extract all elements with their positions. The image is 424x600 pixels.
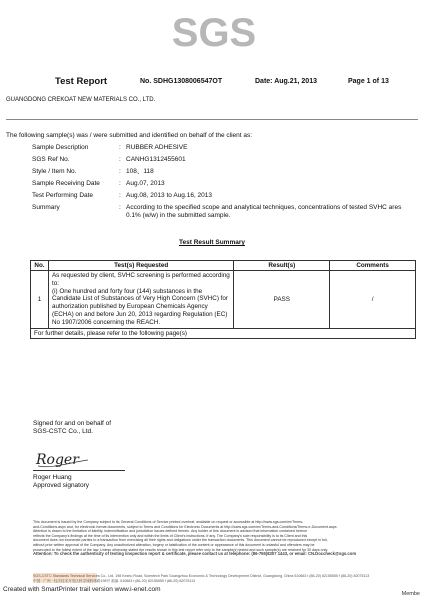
page-number: Page 1 of 13 <box>348 78 389 85</box>
header-results: Result(s) <box>234 261 330 271</box>
fine-print-line: and-Conditions.aspx and, for electronic format documents, subject to Terms and Conditions for Electronic Documents at http://www.sgs.com/en/Terms-and-Conditions/Terms-e-Document.aspx. <box>33 524 338 529</box>
header-no: No. <box>31 261 49 271</box>
field-colon: : <box>119 192 121 199</box>
created-with-text: Created with SmartPrinter trail version www.i-enet.com <box>3 586 161 593</box>
field-colon: : <box>119 144 121 151</box>
report-header <box>0 77 424 89</box>
sgs-logo-text: SGS <box>172 11 256 52</box>
client-name: GUANGDONG CREKOAT NEW MATERIALS CO., LTD. <box>6 97 156 103</box>
signature-line <box>33 470 125 471</box>
report-number: No. SDHG1308006547OT <box>140 78 223 85</box>
field-colon: : <box>119 168 121 175</box>
header-comments: Comments <box>330 261 416 271</box>
fine-print-line: document does not exonerate parties to a transaction from exercising all their rights and obligations under the transaction documents. This document cannot be reproduced except in full, <box>33 538 328 543</box>
header-tests-requested: Test(s) Requested <box>48 261 233 271</box>
field-label: Test Performing Date <box>32 192 94 199</box>
field-value: CANHG1312455601 <box>126 156 186 163</box>
field-value: Aug.08, 2013 to Aug.16, 2013 <box>126 192 213 199</box>
table-footer-note: For further details, please refer to the following page(s) <box>31 328 416 338</box>
field-receiving-date <box>32 180 412 192</box>
table-footer-row <box>31 328 416 338</box>
sgs-logo <box>172 8 256 52</box>
test-result-summary-title: Test Result Summary <box>179 239 245 246</box>
report-title: Test Report <box>55 76 108 87</box>
report-date: Date: Aug.21, 2013 <box>255 78 317 85</box>
cell-test-requested: As requested by client, SVHC screening is performed according to: (i) One hundred and forty four (144) substances in the Candidate List of Substances of Very High Concern (SVHC) for authorization published by European Chemicals Agency (ECHA) on and before Jun 20, 2013 regarding Regulation (EC) No 1907/2006 concerning the REACH. <box>48 271 233 329</box>
field-label: SGS Ref No. <box>32 156 70 163</box>
signed-company: SGS-CSTC Co., Ltd. <box>33 428 93 435</box>
signed-for-text: Signed for and on behalf of <box>33 420 112 427</box>
field-label: Summary <box>32 204 60 211</box>
field-value: According to the specified scope and analytical techniques, concentrations of tested SVHC ares 0.1% (w/w) in the submitted sample. <box>126 204 402 219</box>
address-line: SGS-CSTC Standards Technical Services Co., Ltd. 198 Kezhu Road, Scientech Park Guangzhou Economic & Technology Development District, Guangdong, China 510663 t (86-20) 82155555 f (86-20) 82075113 <box>33 574 370 578</box>
fine-print-line: Attention is drawn to the limitation of liability, indemnification and jurisdiction issues defined therein. Any holder of this document is advised that information contained hereon <box>33 529 308 534</box>
field-performing-date <box>32 192 412 204</box>
field-colon: : <box>119 204 121 211</box>
member-text: Membe <box>401 591 420 597</box>
table-row <box>31 271 416 329</box>
divider <box>6 119 418 120</box>
authenticity-notice: Attention: To check the authenticity of testing /inspection report & certificate, please contact us at telephone: (86-755)8307 1443, or email: CN.Doccheck@sgs.com <box>33 551 357 557</box>
field-style-item <box>32 168 412 180</box>
field-sgs-ref <box>32 156 412 168</box>
field-label: Sample Receiving Date <box>32 180 100 187</box>
sample-fields <box>32 144 412 224</box>
fine-print-line: This document is issued by the Company subject to its General Conditions of Service printed overleaf, available on request or accessible at http://www.sgs.com/en/Terms- <box>33 520 304 524</box>
fine-print-line: reflects the Company's findings at the time of its intervention only and within the limits of Client's instructions, if any. The Company's sole responsibility is to its Client and this <box>33 533 308 538</box>
svg-text:Roger: Roger <box>36 452 79 468</box>
signed-block <box>33 420 111 436</box>
field-sample-description <box>32 144 412 156</box>
address-line: 中国 · 广州 · 经济技术开发区科学城科珠路198号 邮编: 510663 t (86-20) 82155555 f (86-20) 82075113 <box>33 578 196 583</box>
table-header-row <box>31 261 416 271</box>
signer-title: Approved signatory <box>33 482 90 489</box>
result-table <box>30 260 416 339</box>
fine-print-line: without prior written approval of the Company. Any unauthorized alteration, forgery or falsification of the content or appearance of this document is unlawful and offenders may be <box>33 542 315 547</box>
handwritten-signature <box>34 446 94 470</box>
field-colon: : <box>119 156 121 163</box>
intro-text: The following sample(s) was / were submitted and identified on behalf of the client as: <box>6 132 253 139</box>
cell-comments: / <box>330 271 416 329</box>
cell-result: PASS <box>234 271 330 329</box>
field-value: 108、118 <box>126 168 154 175</box>
address-block <box>33 574 419 583</box>
cell-no: 1 <box>31 271 49 329</box>
fine-print-line: prosecuted to the fullest extent of the law. Unless otherwise stated the results shown in this test report refer only to the sample(s) tested and such sample(s) are retained for 30 days only. <box>33 547 328 552</box>
field-label: Sample Description <box>32 144 89 151</box>
field-value: RUBBER ADHESIVE <box>126 144 188 151</box>
field-value: Aug.07, 2013 <box>126 180 165 187</box>
field-summary <box>32 204 412 224</box>
signer-block <box>33 474 89 490</box>
signer-name: Roger Huang <box>33 474 72 481</box>
field-colon: : <box>119 180 121 187</box>
fine-print <box>33 520 418 557</box>
field-label: Style / Item No. <box>32 168 77 175</box>
